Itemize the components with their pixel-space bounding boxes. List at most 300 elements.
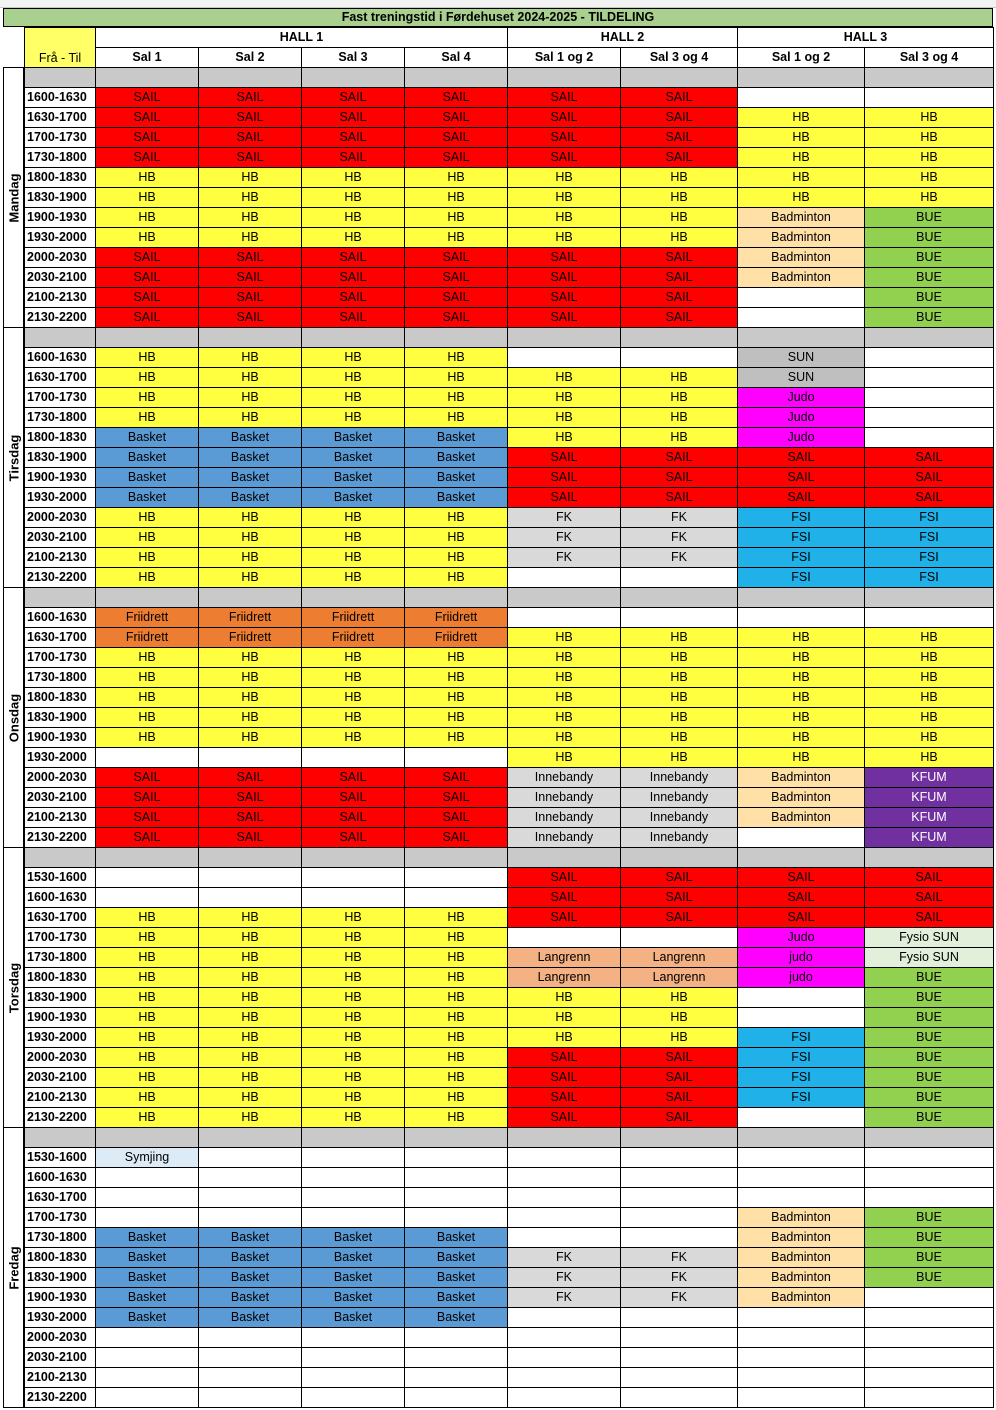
slot-cell[interactable]: HB	[301, 907, 405, 928]
slot-cell[interactable]	[864, 347, 994, 368]
slot-cell[interactable]	[507, 927, 621, 948]
slot-cell[interactable]: SAIL	[95, 307, 199, 328]
slot-cell[interactable]: Judo	[737, 407, 865, 428]
slot-cell[interactable]	[737, 1347, 865, 1368]
slot-cell[interactable]: HB	[507, 647, 621, 668]
slot-cell[interactable]	[864, 407, 994, 428]
slot-cell[interactable]: HB	[864, 127, 994, 148]
slot-cell[interactable]: BUE	[864, 967, 994, 988]
slot-cell[interactable]: HB	[301, 1067, 405, 1088]
slot-cell[interactable]: SAIL	[507, 147, 621, 168]
slot-cell[interactable]	[737, 307, 865, 328]
slot-cell[interactable]: Basket	[198, 1267, 302, 1288]
slot-cell[interactable]: KFUM	[864, 807, 994, 828]
slot-cell[interactable]: HB	[404, 667, 508, 688]
slot-cell[interactable]: HB	[620, 1007, 738, 1028]
slot-cell[interactable]: Basket	[95, 427, 199, 448]
slot-cell[interactable]: SAIL	[95, 767, 199, 788]
slot-cell[interactable]: HB	[864, 727, 994, 748]
slot-cell[interactable]: HB	[620, 1027, 738, 1048]
slot-cell[interactable]: HB	[95, 567, 199, 588]
slot-cell[interactable]: HB	[864, 647, 994, 668]
slot-cell[interactable]: HB	[95, 967, 199, 988]
slot-cell[interactable]: Innebandy	[507, 767, 621, 788]
slot-cell[interactable]: HB	[620, 407, 738, 428]
slot-cell[interactable]: Langrenn	[507, 967, 621, 988]
slot-cell[interactable]: HB	[507, 727, 621, 748]
slot-cell[interactable]	[198, 1187, 302, 1208]
slot-cell[interactable]: HB	[301, 167, 405, 188]
slot-cell[interactable]: BUE	[864, 1047, 994, 1068]
slot-cell[interactable]: Badminton	[737, 1247, 865, 1268]
slot-cell[interactable]	[95, 1347, 199, 1368]
slot-cell[interactable]	[95, 1367, 199, 1388]
slot-cell[interactable]: SAIL	[404, 307, 508, 328]
slot-cell[interactable]: FK	[507, 1287, 621, 1308]
slot-cell[interactable]	[198, 1207, 302, 1228]
slot-cell[interactable]: SAIL	[620, 267, 738, 288]
slot-cell[interactable]: Friidrett	[301, 627, 405, 648]
slot-cell[interactable]: BUE	[864, 1027, 994, 1048]
slot-cell[interactable]	[95, 1387, 199, 1408]
slot-cell[interactable]: HB	[95, 927, 199, 948]
slot-cell[interactable]	[737, 1187, 865, 1208]
slot-cell[interactable]: SAIL	[198, 247, 302, 268]
slot-cell[interactable]: HB	[301, 1007, 405, 1028]
slot-cell[interactable]: HB	[95, 1107, 199, 1128]
slot-cell[interactable]: Basket	[95, 1267, 199, 1288]
slot-cell[interactable]: BUE	[864, 1267, 994, 1288]
slot-cell[interactable]: Innebandy	[507, 787, 621, 808]
slot-cell[interactable]: Badminton	[737, 267, 865, 288]
slot-cell[interactable]: Basket	[198, 1287, 302, 1308]
slot-cell[interactable]: FSI	[737, 1067, 865, 1088]
slot-cell[interactable]: HB	[301, 407, 405, 428]
slot-cell[interactable]: BUE	[864, 1067, 994, 1088]
slot-cell[interactable]: HB	[95, 347, 199, 368]
slot-cell[interactable]	[864, 427, 994, 448]
slot-cell[interactable]: Judo	[737, 427, 865, 448]
slot-cell[interactable]	[95, 867, 199, 888]
slot-cell[interactable]: SAIL	[864, 867, 994, 888]
slot-cell[interactable]: Basket	[404, 1287, 508, 1308]
slot-cell[interactable]	[620, 1167, 738, 1188]
slot-cell[interactable]: HB	[95, 227, 199, 248]
slot-cell[interactable]	[620, 1307, 738, 1328]
slot-cell[interactable]: SAIL	[404, 807, 508, 828]
slot-cell[interactable]: Innebandy	[620, 787, 738, 808]
slot-cell[interactable]	[301, 1347, 405, 1368]
slot-cell[interactable]: HB	[404, 707, 508, 728]
slot-cell[interactable]: HB	[301, 387, 405, 408]
slot-cell[interactable]: HB	[620, 747, 738, 768]
slot-cell[interactable]	[864, 1187, 994, 1208]
slot-cell[interactable]: SAIL	[620, 247, 738, 268]
slot-cell[interactable]	[864, 607, 994, 628]
slot-cell[interactable]: HB	[864, 167, 994, 188]
slot-cell[interactable]: HB	[620, 667, 738, 688]
slot-cell[interactable]: SAIL	[404, 787, 508, 808]
slot-cell[interactable]: SAIL	[301, 827, 405, 848]
slot-cell[interactable]: FSI	[737, 1087, 865, 1108]
slot-cell[interactable]: SAIL	[95, 107, 199, 128]
slot-cell[interactable]: FSI	[864, 567, 994, 588]
slot-cell[interactable]	[864, 1307, 994, 1328]
slot-cell[interactable]: SAIL	[507, 247, 621, 268]
slot-cell[interactable]: HB	[737, 127, 865, 148]
slot-cell[interactable]: HB	[95, 527, 199, 548]
slot-cell[interactable]: HB	[404, 927, 508, 948]
slot-cell[interactable]: HB	[198, 647, 302, 668]
slot-cell[interactable]: SAIL	[198, 767, 302, 788]
slot-cell[interactable]: HB	[198, 727, 302, 748]
slot-cell[interactable]: HB	[737, 687, 865, 708]
slot-cell[interactable]	[737, 1307, 865, 1328]
slot-cell[interactable]	[507, 1327, 621, 1348]
slot-cell[interactable]: SAIL	[507, 907, 621, 928]
slot-cell[interactable]	[864, 1387, 994, 1408]
slot-cell[interactable]: SAIL	[95, 87, 199, 108]
slot-cell[interactable]: HB	[301, 1047, 405, 1068]
slot-cell[interactable]: BUE	[864, 1007, 994, 1028]
slot-cell[interactable]: KFUM	[864, 767, 994, 788]
slot-cell[interactable]	[507, 1167, 621, 1188]
slot-cell[interactable]: Basket	[301, 447, 405, 468]
slot-cell[interactable]: HB	[95, 687, 199, 708]
slot-cell[interactable]: BUE	[864, 287, 994, 308]
slot-cell[interactable]: Badminton	[737, 1207, 865, 1228]
slot-cell[interactable]: Langrenn	[620, 947, 738, 968]
slot-cell[interactable]: Innebandy	[507, 827, 621, 848]
slot-cell[interactable]: SAIL	[301, 807, 405, 828]
slot-cell[interactable]: SAIL	[95, 827, 199, 848]
slot-cell[interactable]: HB	[198, 1027, 302, 1048]
slot-cell[interactable]	[620, 1387, 738, 1408]
slot-cell[interactable]	[301, 1367, 405, 1388]
slot-cell[interactable]: HB	[507, 367, 621, 388]
slot-cell[interactable]: SAIL	[95, 127, 199, 148]
slot-cell[interactable]: HB	[198, 1047, 302, 1068]
slot-cell[interactable]: Basket	[198, 467, 302, 488]
slot-cell[interactable]: HB	[620, 687, 738, 708]
slot-cell[interactable]: HB	[404, 987, 508, 1008]
slot-cell[interactable]: HB	[620, 367, 738, 388]
slot-cell[interactable]: HB	[301, 947, 405, 968]
slot-cell[interactable]: HB	[198, 187, 302, 208]
slot-cell[interactable]: FK	[620, 507, 738, 528]
slot-cell[interactable]: HB	[620, 727, 738, 748]
slot-cell[interactable]	[507, 1187, 621, 1208]
slot-cell[interactable]: Innebandy	[620, 767, 738, 788]
slot-cell[interactable]: SAIL	[95, 267, 199, 288]
slot-cell[interactable]	[301, 1167, 405, 1188]
slot-cell[interactable]: HB	[198, 387, 302, 408]
slot-cell[interactable]: HB	[737, 107, 865, 128]
slot-cell[interactable]	[404, 1207, 508, 1228]
slot-cell[interactable]	[864, 367, 994, 388]
slot-cell[interactable]: Basket	[301, 467, 405, 488]
slot-cell[interactable]: BUE	[864, 247, 994, 268]
slot-cell[interactable]	[620, 1367, 738, 1388]
slot-cell[interactable]: HB	[301, 507, 405, 528]
slot-cell[interactable]	[404, 1387, 508, 1408]
slot-cell[interactable]: Judo	[737, 387, 865, 408]
slot-cell[interactable]: HB	[404, 727, 508, 748]
slot-cell[interactable]	[507, 1227, 621, 1248]
slot-cell[interactable]: SAIL	[198, 807, 302, 828]
slot-cell[interactable]: SAIL	[507, 447, 621, 468]
slot-cell[interactable]	[404, 867, 508, 888]
slot-cell[interactable]: HB	[198, 167, 302, 188]
slot-cell[interactable]: HB	[198, 1007, 302, 1028]
slot-cell[interactable]	[737, 87, 865, 108]
slot-cell[interactable]: SAIL	[507, 267, 621, 288]
slot-cell[interactable]: HB	[507, 987, 621, 1008]
slot-cell[interactable]	[620, 1207, 738, 1228]
slot-cell[interactable]: HB	[620, 227, 738, 248]
slot-cell[interactable]	[301, 1207, 405, 1228]
slot-cell[interactable]: FSI	[864, 507, 994, 528]
slot-cell[interactable]: HB	[404, 1087, 508, 1108]
slot-cell[interactable]	[507, 1387, 621, 1408]
slot-cell[interactable]: SAIL	[301, 107, 405, 128]
slot-cell[interactable]: BUE	[864, 1247, 994, 1268]
slot-cell[interactable]	[507, 1347, 621, 1368]
slot-cell[interactable]: SAIL	[95, 247, 199, 268]
slot-cell[interactable]: HB	[864, 187, 994, 208]
slot-cell[interactable]: HB	[301, 367, 405, 388]
slot-cell[interactable]: HB	[404, 187, 508, 208]
slot-cell[interactable]: SAIL	[198, 787, 302, 808]
slot-cell[interactable]: FSI	[737, 507, 865, 528]
slot-cell[interactable]: HB	[737, 627, 865, 648]
slot-cell[interactable]: HB	[95, 367, 199, 388]
slot-cell[interactable]	[301, 1147, 405, 1168]
slot-cell[interactable]: Badminton	[737, 1227, 865, 1248]
slot-cell[interactable]: HB	[301, 1027, 405, 1048]
slot-cell[interactable]: HB	[198, 207, 302, 228]
slot-cell[interactable]: Basket	[198, 487, 302, 508]
slot-cell[interactable]: BUE	[864, 1107, 994, 1128]
slot-cell[interactable]: HB	[620, 167, 738, 188]
slot-cell[interactable]: BUE	[864, 207, 994, 228]
slot-cell[interactable]: BUE	[864, 267, 994, 288]
slot-cell[interactable]	[737, 827, 865, 848]
slot-cell[interactable]	[507, 1367, 621, 1388]
slot-cell[interactable]: FSI	[864, 527, 994, 548]
slot-cell[interactable]: HB	[301, 987, 405, 1008]
slot-cell[interactable]: HB	[301, 187, 405, 208]
slot-cell[interactable]: HB	[198, 707, 302, 728]
slot-cell[interactable]: SAIL	[620, 487, 738, 508]
slot-cell[interactable]: HB	[737, 707, 865, 728]
slot-cell[interactable]: SAIL	[620, 1047, 738, 1068]
slot-cell[interactable]	[507, 1207, 621, 1228]
slot-cell[interactable]: SAIL	[507, 867, 621, 888]
slot-cell[interactable]: BUE	[864, 1227, 994, 1248]
slot-cell[interactable]: SAIL	[198, 147, 302, 168]
slot-cell[interactable]	[95, 1327, 199, 1348]
slot-cell[interactable]: HB	[404, 387, 508, 408]
slot-cell[interactable]: SAIL	[95, 787, 199, 808]
slot-cell[interactable]: HB	[507, 667, 621, 688]
slot-cell[interactable]: FK	[620, 547, 738, 568]
slot-cell[interactable]: SAIL	[864, 887, 994, 908]
slot-cell[interactable]: HB	[404, 507, 508, 528]
slot-cell[interactable]: HB	[620, 187, 738, 208]
slot-cell[interactable]: HB	[507, 187, 621, 208]
slot-cell[interactable]: SUN	[737, 347, 865, 368]
slot-cell[interactable]: HB	[198, 227, 302, 248]
slot-cell[interactable]	[737, 1387, 865, 1408]
slot-cell[interactable]	[864, 1367, 994, 1388]
slot-cell[interactable]: Basket	[404, 1267, 508, 1288]
slot-cell[interactable]	[620, 1227, 738, 1248]
slot-cell[interactable]: BUE	[864, 1087, 994, 1108]
slot-cell[interactable]: SAIL	[198, 127, 302, 148]
slot-cell[interactable]: Fysio SUN	[864, 927, 994, 948]
slot-cell[interactable]: HB	[507, 207, 621, 228]
slot-cell[interactable]: SAIL	[620, 447, 738, 468]
slot-cell[interactable]: HB	[95, 667, 199, 688]
slot-cell[interactable]: KFUM	[864, 787, 994, 808]
slot-cell[interactable]: HB	[864, 627, 994, 648]
slot-cell[interactable]	[620, 1327, 738, 1348]
slot-cell[interactable]	[301, 867, 405, 888]
slot-cell[interactable]: SAIL	[95, 807, 199, 828]
slot-cell[interactable]: SAIL	[864, 907, 994, 928]
slot-cell[interactable]: HB	[404, 567, 508, 588]
slot-cell[interactable]: Basket	[95, 1307, 199, 1328]
slot-cell[interactable]	[620, 927, 738, 948]
slot-cell[interactable]: HB	[301, 727, 405, 748]
slot-cell[interactable]: HB	[737, 187, 865, 208]
slot-cell[interactable]: SAIL	[301, 247, 405, 268]
slot-cell[interactable]: HB	[737, 647, 865, 668]
slot-cell[interactable]: SAIL	[95, 287, 199, 308]
slot-cell[interactable]: HB	[95, 907, 199, 928]
slot-cell[interactable]: Basket	[301, 487, 405, 508]
slot-cell[interactable]: Badminton	[737, 207, 865, 228]
slot-cell[interactable]: HB	[95, 207, 199, 228]
slot-cell[interactable]: SAIL	[864, 447, 994, 468]
slot-cell[interactable]: HB	[198, 547, 302, 568]
slot-cell[interactable]: SAIL	[507, 1047, 621, 1068]
slot-cell[interactable]: HB	[95, 727, 199, 748]
slot-cell[interactable]	[404, 1147, 508, 1168]
slot-cell[interactable]: FK	[507, 1267, 621, 1288]
slot-cell[interactable]: Basket	[95, 467, 199, 488]
slot-cell[interactable]: Basket	[301, 1227, 405, 1248]
slot-cell[interactable]: HB	[95, 647, 199, 668]
slot-cell[interactable]: Basket	[95, 1287, 199, 1308]
slot-cell[interactable]: HB	[95, 507, 199, 528]
slot-cell[interactable]: HB	[864, 747, 994, 768]
slot-cell[interactable]	[301, 1327, 405, 1348]
slot-cell[interactable]: HB	[301, 687, 405, 708]
slot-cell[interactable]: Basket	[404, 1247, 508, 1268]
slot-cell[interactable]: HB	[507, 747, 621, 768]
slot-cell[interactable]: HB	[404, 407, 508, 428]
slot-cell[interactable]: HB	[864, 687, 994, 708]
slot-cell[interactable]: HB	[301, 567, 405, 588]
slot-cell[interactable]: Badminton	[737, 247, 865, 268]
slot-cell[interactable]	[198, 1327, 302, 1348]
slot-cell[interactable]: SAIL	[620, 1107, 738, 1128]
slot-cell[interactable]: Langrenn	[620, 967, 738, 988]
slot-cell[interactable]: Basket	[404, 427, 508, 448]
slot-cell[interactable]: SAIL	[404, 287, 508, 308]
slot-cell[interactable]: SAIL	[507, 287, 621, 308]
slot-cell[interactable]: Basket	[198, 447, 302, 468]
slot-cell[interactable]: HB	[198, 687, 302, 708]
slot-cell[interactable]: HB	[95, 187, 199, 208]
slot-cell[interactable]: Innebandy	[620, 827, 738, 848]
slot-cell[interactable]: SAIL	[507, 307, 621, 328]
slot-cell[interactable]: HB	[737, 167, 865, 188]
slot-cell[interactable]: BUE	[864, 307, 994, 328]
slot-cell[interactable]: HB	[507, 707, 621, 728]
slot-cell[interactable]: HB	[507, 427, 621, 448]
slot-cell[interactable]	[198, 1167, 302, 1188]
slot-cell[interactable]: HB	[507, 1027, 621, 1048]
slot-cell[interactable]	[620, 1347, 738, 1368]
slot-cell[interactable]	[404, 1327, 508, 1348]
slot-cell[interactable]: HB	[198, 527, 302, 548]
slot-cell[interactable]	[95, 1187, 199, 1208]
slot-cell[interactable]: judo	[737, 967, 865, 988]
slot-cell[interactable]: BUE	[864, 227, 994, 248]
slot-cell[interactable]: HB	[620, 207, 738, 228]
slot-cell[interactable]: HB	[404, 1067, 508, 1088]
slot-cell[interactable]: SAIL	[404, 127, 508, 148]
slot-cell[interactable]: Basket	[95, 447, 199, 468]
slot-cell[interactable]: SAIL	[620, 307, 738, 328]
slot-cell[interactable]: HB	[198, 987, 302, 1008]
slot-cell[interactable]: SAIL	[620, 887, 738, 908]
slot-cell[interactable]	[737, 287, 865, 308]
slot-cell[interactable]: SAIL	[507, 87, 621, 108]
slot-cell[interactable]	[95, 1167, 199, 1188]
slot-cell[interactable]	[95, 887, 199, 908]
slot-cell[interactable]: HB	[301, 547, 405, 568]
slot-cell[interactable]	[507, 1307, 621, 1328]
slot-cell[interactable]	[737, 1367, 865, 1388]
slot-cell[interactable]	[198, 1387, 302, 1408]
slot-cell[interactable]	[864, 87, 994, 108]
slot-cell[interactable]: SAIL	[198, 107, 302, 128]
slot-cell[interactable]	[301, 1187, 405, 1208]
slot-cell[interactable]	[737, 1147, 865, 1168]
slot-cell[interactable]: HB	[404, 947, 508, 968]
slot-cell[interactable]: SAIL	[404, 827, 508, 848]
slot-cell[interactable]: SAIL	[620, 1067, 738, 1088]
slot-cell[interactable]	[404, 747, 508, 768]
slot-cell[interactable]: Friidrett	[301, 607, 405, 628]
slot-cell[interactable]: Basket	[95, 1227, 199, 1248]
slot-cell[interactable]: HB	[95, 407, 199, 428]
slot-cell[interactable]: HB	[301, 207, 405, 228]
slot-cell[interactable]	[301, 1387, 405, 1408]
slot-cell[interactable]	[507, 1147, 621, 1168]
slot-cell[interactable]: Basket	[404, 467, 508, 488]
slot-cell[interactable]: HB	[864, 147, 994, 168]
slot-cell[interactable]: HB	[95, 707, 199, 728]
slot-cell[interactable]: Basket	[404, 447, 508, 468]
slot-cell[interactable]: HB	[404, 647, 508, 668]
slot-cell[interactable]: HB	[620, 987, 738, 1008]
slot-cell[interactable]: Basket	[301, 1267, 405, 1288]
